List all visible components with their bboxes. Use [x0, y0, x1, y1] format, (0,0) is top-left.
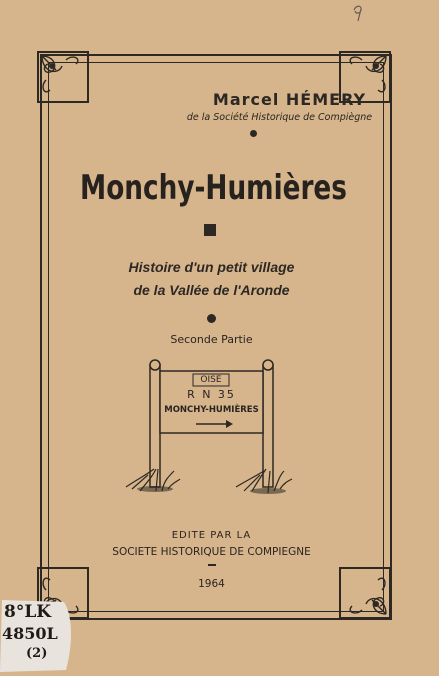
corner-ornament-bottom-right: [338, 566, 392, 620]
road-sign-illustration: [118, 357, 293, 506]
subtitle-line-1: Histoire d'un petit village: [128, 259, 295, 275]
publisher-line-2: SOCIETE HISTORIQUE DE COMPIEGNE: [112, 546, 311, 558]
library-stamp: [0, 600, 76, 672]
publisher-line-1: EDITE PAR LA: [171, 530, 252, 541]
pencil-mark: [348, 2, 370, 22]
separator-square: [204, 224, 216, 236]
separator-dash: [208, 564, 216, 566]
stamp-line-2: 4850L: [2, 624, 58, 643]
part-label: Seconde Partie: [170, 333, 253, 346]
separator-dot-2: [207, 314, 216, 323]
stamp-line-3: (2): [26, 646, 48, 661]
publication-year: 1964: [198, 578, 225, 590]
sign-oise-label: OISE: [200, 375, 222, 385]
author-name: Marcel HÉMERY: [212, 90, 367, 109]
separator-dot: [250, 130, 257, 137]
subtitle-line-2: de la Vallée de l'Aronde: [133, 282, 290, 298]
stamp-line-1: 8°LK: [4, 602, 52, 622]
sign-place-name: MONCHY-HUMIÈRES: [164, 405, 259, 415]
author-affiliation: de la Société Historique de Compiègne: [186, 112, 373, 123]
sign-road-number: R N 35: [187, 388, 236, 401]
book-title: Monchy-Humières: [80, 168, 347, 208]
